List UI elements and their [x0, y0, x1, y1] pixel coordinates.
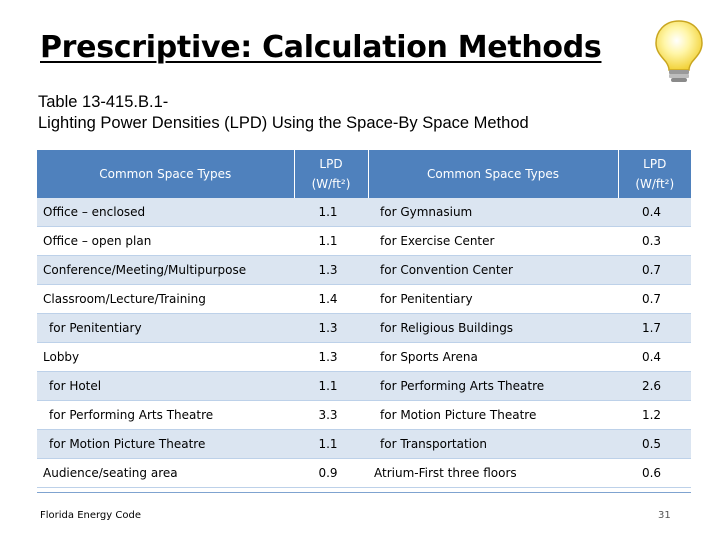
lpd-value-right: 0.7 [618, 285, 691, 314]
header-lpd-right: LPD (W/ft²) [618, 150, 691, 198]
header-lpd-left: LPD (W/ft²) [294, 150, 368, 198]
lpd-value-right: 2.6 [618, 372, 691, 401]
lpd-value-left: 1.1 [294, 227, 368, 256]
lpd-value-left: 1.3 [294, 343, 368, 372]
space-type-right: for Exercise Center [368, 227, 618, 256]
lpd-value-right: 0.5 [618, 430, 691, 459]
table-row [37, 285, 691, 314]
lpd-value-right: 0.4 [618, 343, 691, 372]
lpd-value-right: 0.4 [618, 198, 691, 227]
space-type-right: for Gymnasium [368, 198, 618, 227]
space-type-left: Office – open plan [37, 227, 294, 256]
table-row [37, 256, 691, 285]
lpd-value-right: 0.7 [618, 256, 691, 285]
table-row [37, 372, 691, 401]
space-type-right: for Convention Center [368, 256, 618, 285]
space-type-right: for Motion Picture Theatre [368, 401, 618, 430]
lpd-value-right: 0.3 [618, 227, 691, 256]
table-row [37, 227, 691, 256]
table-bottom-rule [37, 492, 691, 493]
lpd-value-left: 1.1 [294, 198, 368, 227]
space-type-left: Office – enclosed [37, 198, 294, 227]
lpd-value-left: 1.3 [294, 256, 368, 285]
page-number: 31 [658, 510, 671, 521]
lpd-value-left: 1.4 [294, 285, 368, 314]
lpd-table [37, 150, 691, 488]
space-type-right: for Performing Arts Theatre [368, 372, 618, 401]
space-type-left: for Performing Arts Theatre [37, 401, 294, 430]
lpd-value-left: 1.1 [294, 430, 368, 459]
table-description: Lighting Power Densities (LPD) Using the Space-By Space Method [38, 114, 529, 132]
space-type-right: for Religious Buildings [368, 314, 618, 343]
space-type-left: Audience/seating area [37, 459, 294, 488]
footer-source: Florida Energy Code [40, 510, 141, 521]
lpd-value-right: 1.7 [618, 314, 691, 343]
lpd-value-left: 3.3 [294, 401, 368, 430]
table-row [37, 401, 691, 430]
table-header-row [37, 150, 691, 198]
space-type-right: for Sports Arena [368, 343, 618, 372]
header-space-types-left: Common Space Types [37, 150, 294, 198]
lightbulb-icon [650, 18, 708, 84]
table-caption [38, 92, 529, 134]
space-type-right: for Transportation [368, 430, 618, 459]
space-type-left: for Motion Picture Theatre [37, 430, 294, 459]
space-type-left: for Hotel [37, 372, 294, 401]
header-space-types-right: Common Space Types [368, 150, 618, 198]
lpd-value-left: 0.9 [294, 459, 368, 488]
slide-title: Prescriptive: Calculation Methods [40, 30, 602, 65]
lpd-value-right: 0.6 [618, 459, 691, 488]
space-type-left: Lobby [37, 343, 294, 372]
space-type-right: for Penitentiary [368, 285, 618, 314]
table-row [37, 430, 691, 459]
table-row [37, 459, 691, 488]
table-row [37, 314, 691, 343]
lpd-value-left: 1.3 [294, 314, 368, 343]
space-type-left: Classroom/Lecture/Training [37, 285, 294, 314]
table-row [37, 198, 691, 227]
table-number: Table 13-415.B.1- [38, 93, 169, 111]
table-row [37, 343, 691, 372]
lpd-value-left: 1.1 [294, 372, 368, 401]
space-type-right: Atrium-First three floors [368, 459, 618, 488]
lpd-value-right: 1.2 [618, 401, 691, 430]
space-type-left: for Penitentiary [37, 314, 294, 343]
space-type-left: Conference/Meeting/Multipurpose [37, 256, 294, 285]
